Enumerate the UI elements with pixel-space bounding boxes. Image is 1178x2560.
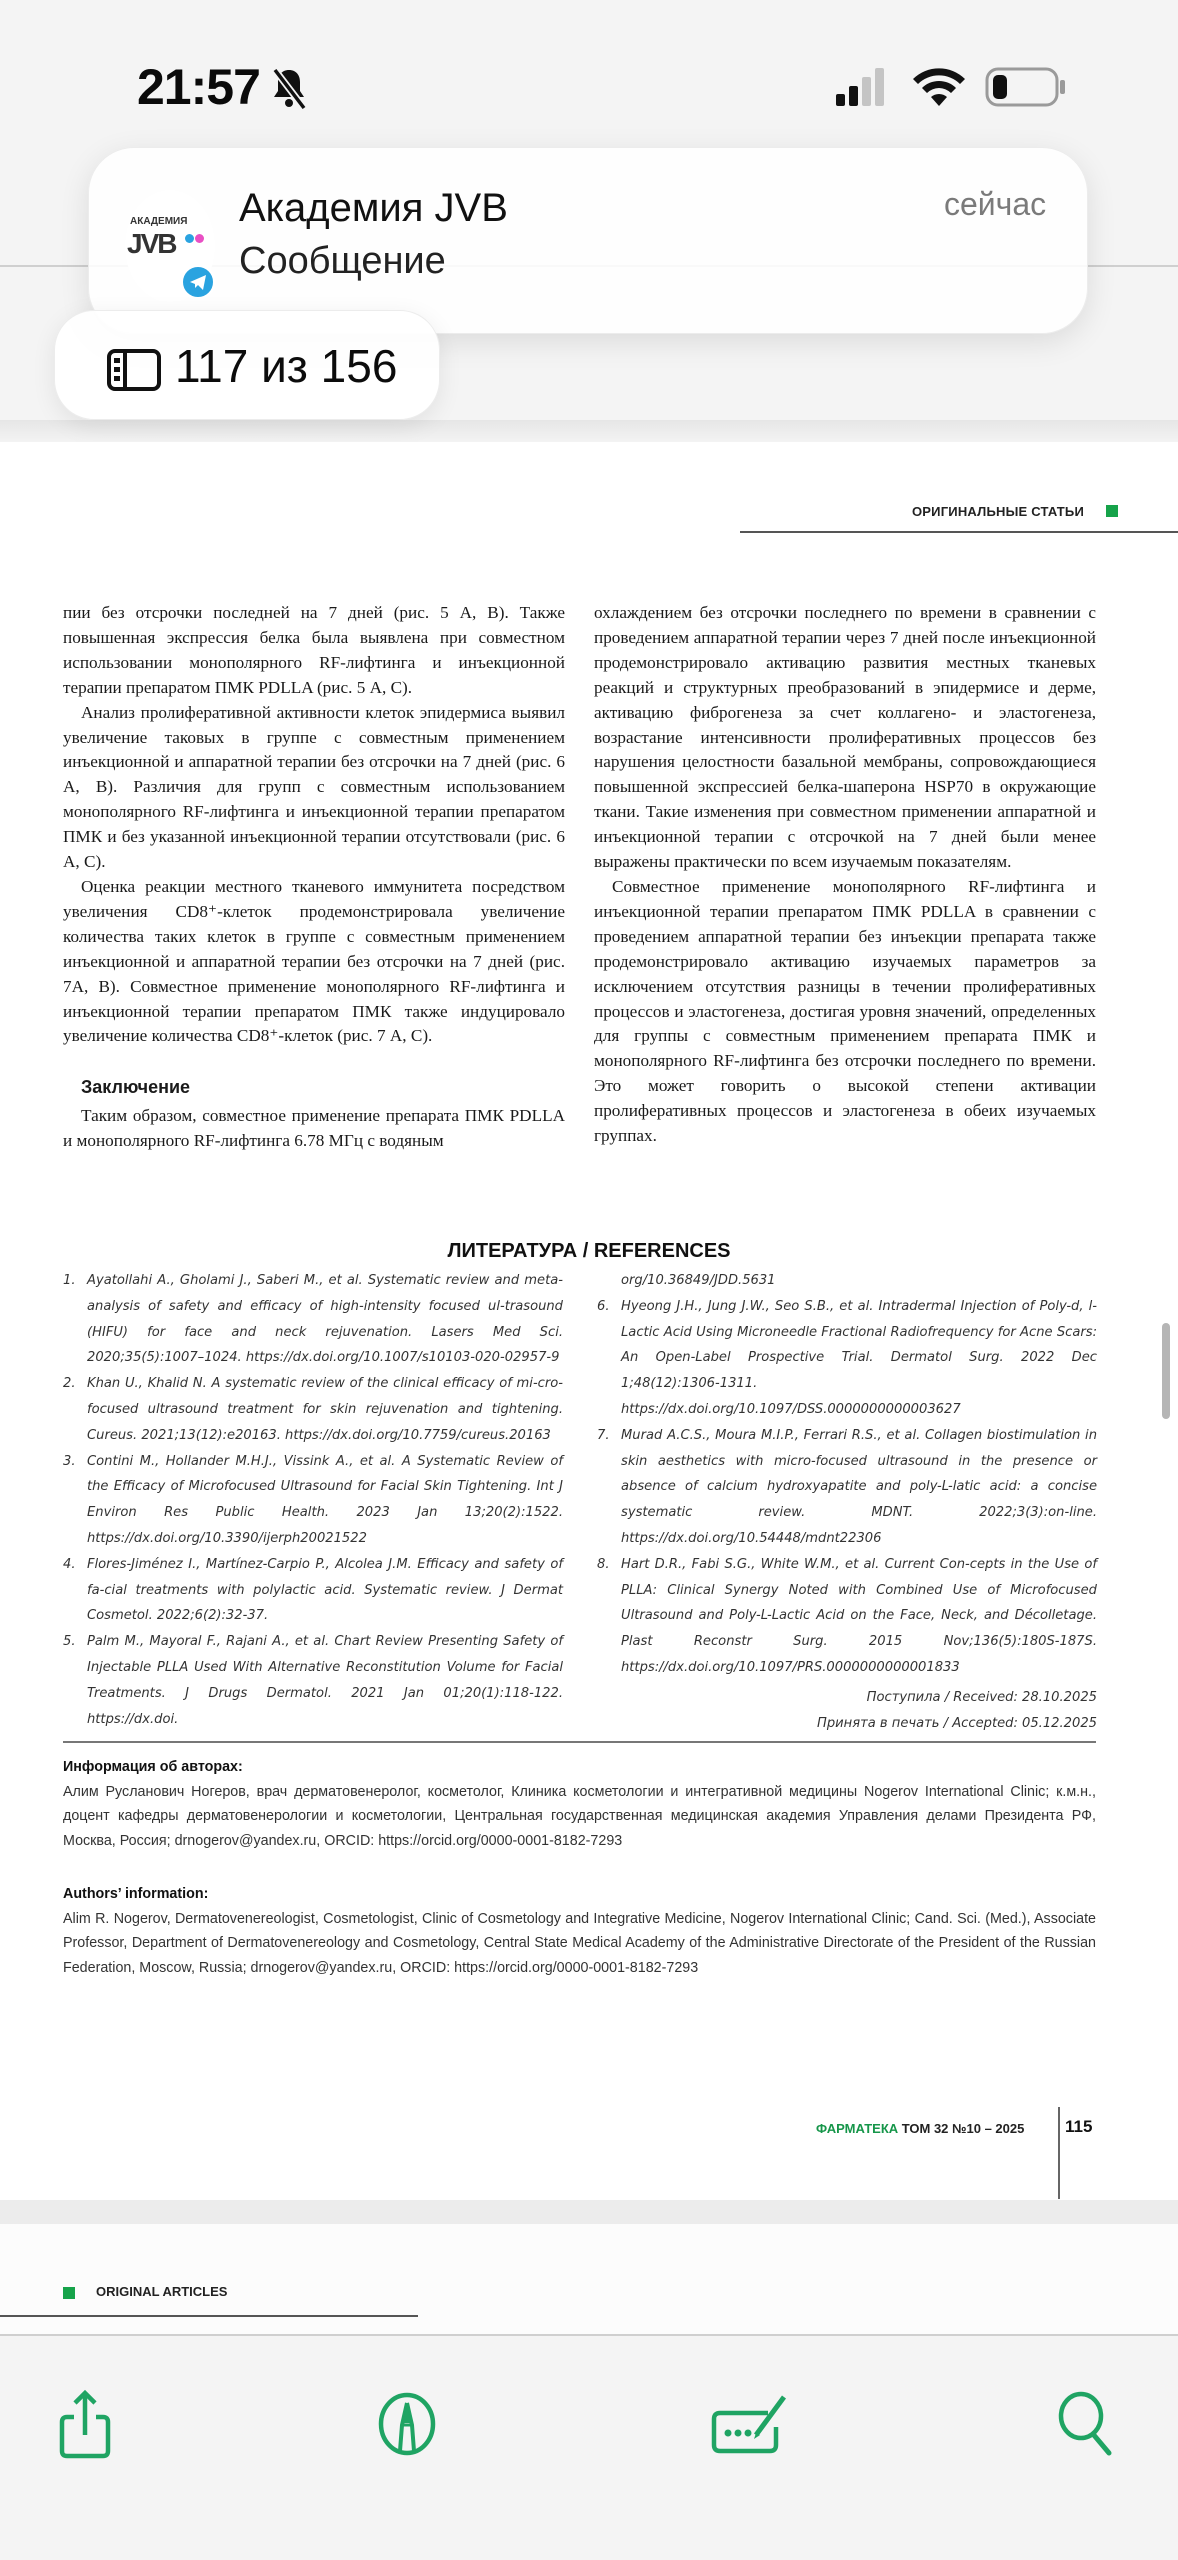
share-button[interactable] [50, 2386, 120, 2462]
authors-heading-en: Authors’ information: [63, 1886, 209, 1902]
paragraph: Совместное применение монополярного RF-лифтинга и инъекционной терапии препаратом ПМК PDLLA в сравнении с проведением аппаратной терапии без инъекции препарата также продемонстрировало активацию изучаемых параметров за исключением отсутствия разницы в течении пролиферативных процессов и эластогенеза, достигая уровня значений, определенных для группы с совместным применением препарата ПМК и монополярного RF-лифтинга без отсрочки последнего по времени. Это может говорить о высокой степени активации пролиферативных процессов и эластогенеза в обеих изучаемых группах. [594, 876, 1096, 1146]
form-sign-icon [706, 2391, 798, 2457]
scrollbar-thumb[interactable] [1162, 1323, 1170, 1419]
fill-and-sign-button[interactable] [702, 2386, 802, 2462]
page-counter-label: 117 из 156 [175, 340, 398, 392]
next-pdf-page [0, 2224, 1178, 2334]
cellular-signal-icon [836, 68, 886, 106]
reference-item: 6. Hyeong J.H., Jung J.W., Seo S.B., et al. Intradermal Injection of Poly-d, l-Lactic Acid Using Microneedle Fractional Radiofrequency for Acne Scars: An Open-Label Prospective Trial. Dermatol Surg. 2022 Dec 1;48(12):1306-1311. https://dx.doi.org/10.1097/DSS.0000000000003627 [597, 1298, 1097, 1417]
battery-icon [985, 67, 1067, 107]
section-square-icon [1106, 505, 1118, 517]
next-page-rule [0, 2315, 418, 2317]
reference-item: 2. Khan U., Khalid N. A systematic review of the clinical efficacy of mi-cro-focused ultrasound treatment for skin rejuvenation and tightening. Cureus. 2021;13(12):e20163. https://dx.doi.org/10.7759/cureus.20163 [63, 1376, 563, 1443]
search-icon [1057, 2391, 1117, 2457]
references-heading: ЛИТЕРАТУРА / REFERENCES [447, 1240, 731, 1262]
authors-info-ru [63, 1755, 1096, 1853]
paragraph: пии без отсрочки последней на 7 дней (рис. 5 A, B). Также повышенная экспрессия белка была выявлена при совместном использовании монополярного RF-лифтинга и инъекционной терапии препаратом ПМК PDLLA (рис. 5 A, C). [63, 603, 565, 697]
journal-brand: ФАРМАТЕКА [816, 2121, 899, 2136]
received-date: Поступила / Received: 28.10.2025 [866, 1689, 1097, 1705]
bell-slash-icon [270, 66, 308, 110]
page-counter[interactable] [54, 310, 440, 420]
references-column-left [63, 1268, 563, 1732]
running-head [912, 504, 1118, 519]
chrome-shadow [0, 420, 1178, 442]
text-column-left [63, 601, 565, 1154]
text-column-right [594, 601, 1096, 1149]
reference-item: 5. Palm M., Mayoral F., Rajani A., et al. Chart Review Presenting Safety of Injectable PLLA Used With Alternative Reconstitution Volume for Facial Treatments. J Drugs Dermatol. 2021 Jan 01;20(1):118-122. https://dx.doi. [63, 1634, 563, 1727]
logo-dot-blue [185, 234, 194, 243]
accepted-date: Принята в печать / Accepted: 05.12.2025 [816, 1715, 1097, 1731]
notification-title: Академия JVB [239, 186, 508, 230]
section-heading: Заключение [81, 1077, 191, 1098]
notification-banner[interactable] [88, 147, 1088, 334]
authors-divider [63, 1741, 1096, 1743]
page-number: 115 [1065, 2117, 1093, 2136]
status-time: 21:57 [137, 59, 260, 115]
next-page-running-head: ORIGINAL ARTICLES [96, 2284, 228, 2299]
page-gap [0, 2200, 1178, 2224]
notification-time: сейчас [944, 186, 1047, 222]
references-column-right [597, 1268, 1097, 1736]
logo-dot-pink [195, 234, 204, 243]
reference-item: 3. Contini M., Hollander M.H.J., Vissink A., et al. A Systematic Review of the Efficacy of Microfocused Ultrasound for Facial Skin Tightening. Int J Environ Res Public Health. 2023 Jan 13;20(2):1522. https://dx.doi.org/10.3390/ijerph20021522 [63, 1453, 563, 1546]
wifi-icon [913, 66, 965, 106]
avatar-logo-top: АКАДЕМИЯ [130, 216, 188, 227]
markup-pen-icon [377, 2391, 437, 2457]
telegram-icon [180, 264, 216, 300]
authors-heading-ru: Информация об авторах: [63, 1759, 243, 1775]
notification-message: Сообщение [239, 240, 446, 282]
reference-item: 8. Hart D.R., Fabi S.G., White W.M., et al. Current Con-cepts in the Use of PLLA: Clinical Synergy Noted with Combined Use of Microfocused Ultrasound and Poly-L-Lactic Acid on the Face, Neck, and Décolletage. Plast Reconstr Surg. 2015 Nov;136(5):180S-187S. https://dx.doi.org/10.1097/PRS.0000000000001833 [597, 1556, 1097, 1675]
reference-item: 4. Flores-Jiménez I., Martínez-Carpio P., Alcolea J.M. Efficacy and safety of fa-cial treatments with polylactic acid. Systematic review. J Dermat Cosmetol. 2022;6(2):32-37. [63, 1556, 563, 1624]
paragraph: Оценка реакции местного тканевого иммунитета посредством увеличения CD8⁺-клеток продемонстрировала увеличение количества таких клеток в группе с совместным применением инъекционной и аппаратной терапии без отсрочки на 7 дней (рис. 7A, B). Совместное применение монополярного RF-лифтинга и инъекционной терапии препаратом ПМК также индуцировало увеличение количества CD8⁺-клеток (рис. 7 A, C). [63, 876, 565, 1046]
journal-issue: ТОМ 32 №10 – 2025 [898, 2121, 1025, 2136]
reference-item: 7. Murad A.C.S., Moura M.I.P., Ferrari R.S., et al. Collagen biostimulation in skin aesthetics with micro-focused ultrasound in the presence or absence of calcium hydroxyapatite and poly-L-latic acid: a concise systematic review. MDNT. 2022;3(3):on-line. https://dx.doi.org/10.54448/mdnt22306 [597, 1427, 1097, 1546]
authors-info-en [63, 1882, 1096, 1980]
journal-footer [816, 2121, 1024, 2136]
share-icon [57, 2389, 113, 2459]
footer-divider [1058, 2107, 1060, 2199]
status-bar [0, 0, 1178, 170]
paragraph: охлаждением без отсрочки последнего по времени в сравнении с проведением аппаратной терапии через 7 дней после инъекционной продемонстрировало активацию развития местных тканевых реакций и структурных преобразований в эпидермисе и дерме, активацию фиброгенеза за счет коллагено- и эластогенеза, возрастание интенсивности пролиферативных процессов без нарушения целостности базальной мембраны, сопровождающиеся повышенной экспрессией белка-шаперона HSP70 в окружающие ткани. Такие изменения при совместном применении аппаратной и инъекционной терапии с отсрочкой на 7 дней были менее выражены практически по всем изучаемым показателям. [594, 603, 1096, 872]
authors-text-ru: Алим Русланович Ногеров, врач дерматовенеролог, косметолог, Клиника косметологии и интегративной медицины Nogerov International Clinic; к.м.н., доцент кафедры дерматовенерологии и косметологии, Центральная государственная медицинская академия Управления делами Президента РФ, Москва, Россия; drnogerov@yandex.ru, ORCID: https://orcid.org/0000-0001-8182-7293 [63, 1783, 1096, 1849]
paragraph: Анализ пролиферативной активности клеток эпидермиса выявил увеличение таковых в группе с совместным применением инъекционной и аппаратной терапии без отсрочки на 7 дней (рис. 6 A, B). Различия для групп с совместным использованием монополярного RF-лифтинга и инъекционной терапии препаратом ПМК и без указанной инъекционной терапии отсутствовали (рис. 6 A, C). [63, 702, 565, 872]
running-head-rule [740, 531, 1178, 533]
avatar-logo-main: JVB [127, 228, 176, 259]
running-head-label: ОРИГИНАЛЬНЫЕ СТАТЬИ [912, 504, 1084, 519]
bottom-toolbar [0, 2334, 1178, 2560]
authors-text-en: Alim R. Nogerov, Dermatovenereologist, Cosmetologist, Clinic of Cosmetology and Integrative Medicine, Nogerov International Clinic; Cand. Sci. (Med.), Associate Professor, Department of Dermatovenereology and Cosmetology, Central State Medical Academy of the Administrative Directorate of the President of the Russian Federation, Moscow, Russia; drnogerov@yandex.ru, ORCID: https://orcid.org/0000-0001-8182-7293 [63, 1910, 1096, 1976]
avatar [125, 190, 215, 302]
pdf-page [0, 442, 1178, 2200]
paragraph: Таким образом, совместное применение препарата ПМК PDLLA и монополярного RF-лифтинга 6.78 МГц с водяным [63, 1106, 565, 1151]
section-square-icon [63, 2287, 75, 2299]
search-button[interactable] [1052, 2386, 1122, 2462]
reference-item: 1. Ayatollahi A., Gholami J., Saberi M., et al. Systematic review and meta-analysis of safety and efficacy of high-intensity focused ul-trasound (HIFU) for face and neck rejuvenation. Lasers Med Sci. 2020;35(5):1007–1024. https://dx.doi.org/10.1007/s10103-020-02957-9 [63, 1273, 563, 1366]
pages-sidebar-icon [107, 349, 161, 391]
markup-button[interactable] [372, 2386, 442, 2462]
reference-item-continued: org/10.36849/JDD.5631 [621, 1273, 776, 1288]
